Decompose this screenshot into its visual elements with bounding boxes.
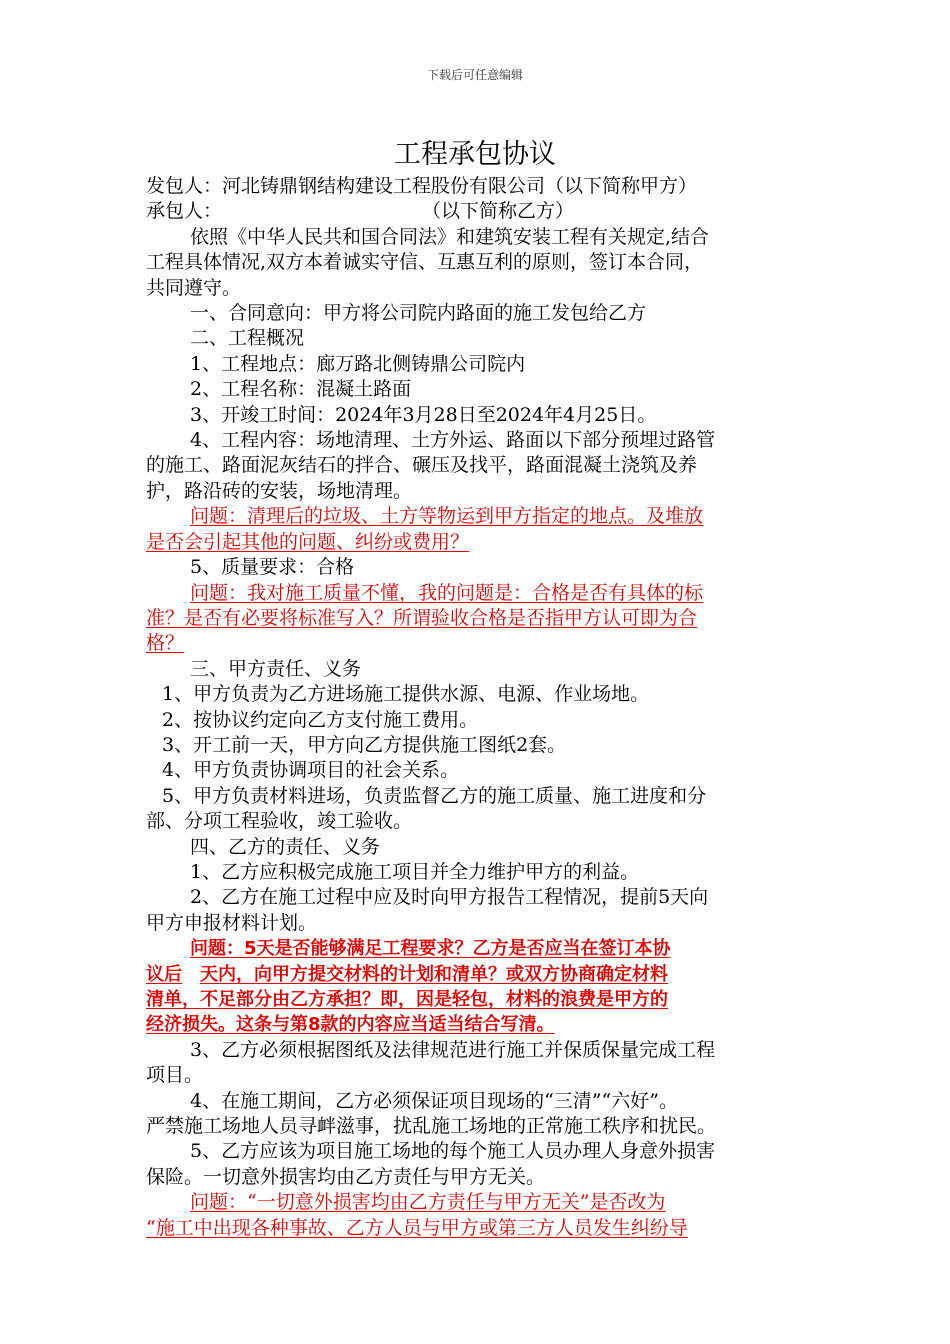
s2-item-4-line-2: 的施工、路面泥灰结石的拌合、碾压及找平，路面混凝土浇筑及养: [146, 454, 698, 477]
s3-item-3: 3、开工前一天，甲方向乙方提供施工图纸2套。: [162, 733, 567, 756]
header-note: 下载后可任意编辑: [426, 68, 523, 82]
question-1-line-2: 是否会引起其他的问题、纠纷或费用？: [146, 530, 470, 553]
s2-item-1: 1、工程地点：廊万路北侧铸鼎公司院内: [190, 352, 526, 375]
question-3-line-1: 问题：5天是否能够满足工程要求？乙方是否应当在签订本协: [190, 938, 671, 960]
section-2-heading: 二、工程概况: [190, 327, 305, 350]
s3-item-5-line-2: 部、分项工程验收，竣工验收。: [146, 810, 413, 833]
intro-line-1: 依照《中华人民共和国合同法》和建筑安装工程有关规定,结合: [190, 225, 710, 248]
question-4-line-1: 问题：“一切意外损害均由乙方责任与甲方无关”是否改为: [190, 1191, 666, 1214]
s4-item-4-line-1: 4、在施工期间，乙方必须保证项目现场的“三清”“六好”。: [190, 1089, 678, 1112]
party-b-label: 承包人：: [146, 200, 223, 223]
question-4-line-2: “施工中出现各种事故、乙方人员与甲方或第三方人员发生纠纷导: [146, 1216, 688, 1239]
section-1-heading: 一、合同意向：甲方将公司院内路面的施工发包给乙方: [190, 302, 647, 325]
s4-item-2-line-1: 2、乙方在施工过程中应及时向甲方报告工程情况，提前5天向: [190, 886, 709, 909]
question-3-line-2: [146, 962, 806, 987]
party-a-line: 发包人：河北铸鼎钢结构建设工程股份有限公司（以下简称甲方）: [146, 175, 698, 197]
s2-item-4-line-1: 4、工程内容：场地清理、土方外运、路面以下部分预埋过路管: [190, 429, 716, 452]
question-2-line-2: 准？是否有必要将标准写入？所谓验收合格是否指甲方认可即为合: [146, 606, 698, 629]
s4-item-4-line-2: 严禁施工场地人员寻衅滋事，扰乱施工场地的正常施工秩序和扰民。: [146, 1115, 717, 1138]
intro-line-2: 工程具体情况,双方本着诚实守信、互惠互利的原则，签订本合同，: [146, 251, 704, 274]
question-3-line-2b: 天内，向甲方提交材料的计划和清单？或双方协商确定材料: [200, 963, 668, 985]
s3-item-1: 1、甲方负责为乙方进场施工提供水源、电源、作业场地。: [162, 683, 650, 706]
section-3-heading: 三、甲方责任、义务: [190, 657, 362, 680]
question-3-line-4: 经济损失。这条与第8款的内容应当适当结合写清。: [146, 1014, 555, 1036]
document-title: 工程承包协议: [394, 139, 556, 170]
party-b-line: [146, 199, 806, 224]
section-4-heading: 四、乙方的责任、义务: [190, 835, 381, 858]
intro-line-3: 共同遵守。: [146, 276, 242, 299]
s3-item-5-line-1: 5、甲方负责材料进场，负责监督乙方的施工质量、施工进度和分: [162, 784, 707, 807]
s2-item-3: 3、开竣工时间：2024年3月28日至2024年4月25日。: [190, 403, 657, 426]
party-b-note: （以下简称乙方）: [422, 200, 575, 223]
s4-item-5-line-1: 5、乙方应该为项目施工场地的每个施工人员办理人身意外损害: [190, 1140, 716, 1163]
s4-item-5-line-2: 保险。一切意外损害均由乙方责任与甲方无关。: [146, 1165, 546, 1188]
question-3-line-2a: 议后: [146, 963, 182, 985]
question-1-line-1: 问题：清理后的垃圾、土方等物运到甲方指定的地点。及堆放: [190, 505, 704, 528]
s2-item-4-line-3: 护，路沿砖的安装，场地清理。: [146, 479, 413, 502]
document-body: [146, 174, 806, 1241]
s2-item-5: 5、质量要求：合格: [190, 556, 355, 579]
s3-item-4: 4、甲方负责协调项目的社会关系。: [162, 759, 460, 782]
question-2-line-3: 格？: [146, 632, 185, 655]
s2-item-2: 2、工程名称：混凝土路面: [190, 378, 412, 401]
question-2-line-1: 问题：我对施工质量不懂，我的问题是：合格是否有具体的标: [190, 581, 704, 604]
s4-item-3-line-1: 3、乙方必须根据图纸及法律规范进行施工并保质保量完成工程: [190, 1038, 716, 1061]
s4-item-2-line-2: 甲方申报材料计划。: [146, 911, 318, 934]
question-3-line-3: 清单，不足部分由乙方承担？即，因是轻包，材料的浪费是甲方的: [146, 989, 668, 1010]
s4-item-3-line-2: 项目。: [146, 1064, 204, 1087]
s4-item-1: 1、乙方应积极完成施工项目并全力维护甲方的利益。: [190, 860, 640, 883]
s3-item-2: 2、按协议约定向乙方支付施工费用。: [162, 708, 479, 731]
